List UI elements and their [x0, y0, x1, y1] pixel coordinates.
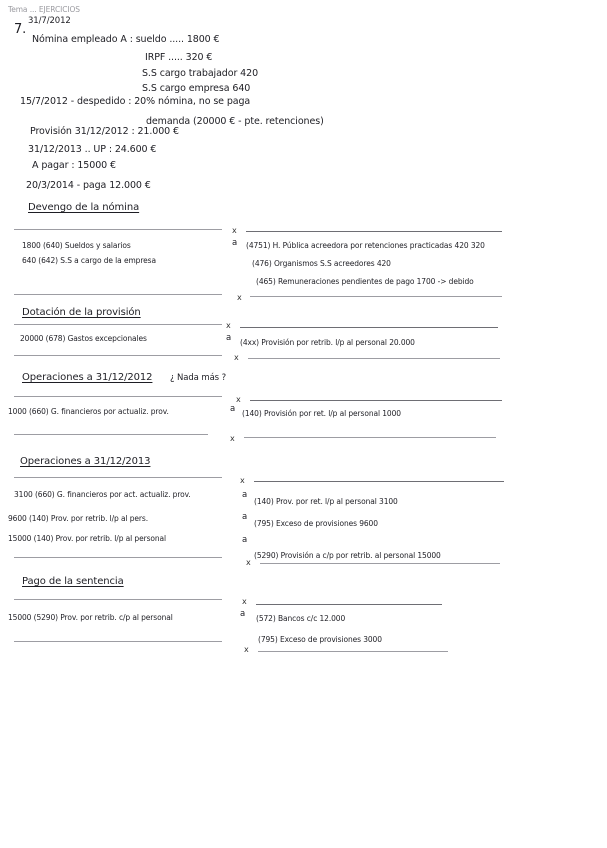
entry-separator: [14, 599, 222, 600]
entry-separator: [244, 437, 496, 438]
credit-marker: a: [240, 609, 246, 619]
section-title-ops-2012: Operaciones a 31/12/2012: [22, 372, 153, 383]
ss-worker-text: S.S cargo trabajador 420: [142, 68, 259, 79]
entry-separator: [240, 327, 498, 328]
ss-company-text: S.S cargo empresa 640: [142, 83, 251, 94]
section-title-payment: Pago de la sentencia: [22, 576, 124, 587]
credit-marker: a: [242, 490, 248, 500]
credit-line: (5290) Provisión a c/p por retrib. al personal 15000: [254, 551, 441, 560]
section-title-provision: Dotación de la provisión: [22, 307, 141, 318]
credit-marker: a: [230, 404, 236, 414]
credit-line: (140) Provisión por ret. l/p al personal 1000: [242, 409, 401, 418]
entry-separator: [14, 477, 222, 478]
credit-line: (4xx) Provisión por retrib. l/p al personal 20.000: [240, 338, 415, 347]
entry-separator: [258, 651, 448, 652]
debit-line: 1000 (660) G. financieros por actualiz. prov.: [8, 407, 169, 416]
entry-separator: [14, 324, 222, 325]
margin-note: ¿ Nada más ?: [170, 373, 227, 383]
entry-cross: x: [244, 645, 249, 654]
entry-separator: [14, 294, 222, 295]
credit-line: (476) Organismos S.S acreedores 420: [252, 259, 391, 268]
provision-text-1: Provisión 31/12/2012 : 21.000 €: [30, 126, 179, 137]
entry-separator: [14, 396, 222, 397]
section-title-ops-2013: Operaciones a 31/12/2013: [20, 456, 151, 467]
dismissal-text-1: 15/7/2012 - despedido : 20% nómina, no se paga: [20, 96, 251, 107]
debit-line: 640 (642) S.S a cargo de la empresa: [22, 256, 156, 265]
section-title-accrual: Devengo de la nómina: [28, 202, 140, 213]
credit-line: (465) Remuneraciones pendientes de pago 1700 -> debido: [256, 277, 474, 286]
debit-line: 15000 (5290) Prov. por retrib. c/p al personal: [8, 613, 173, 622]
entry-cross: x: [236, 395, 241, 404]
entry-separator: [250, 296, 502, 297]
date-text: 31/7/2012: [28, 16, 71, 26]
entry-separator: [14, 355, 222, 356]
credit-line: (795) Exceso de provisiones 9600: [254, 519, 378, 528]
credit-line: (572) Bancos c/c 12.000: [256, 614, 346, 623]
faint-header-text: Tema ... EJERCICIOS: [8, 5, 80, 14]
entry-cross: x: [232, 226, 237, 235]
credit-line: (140) Prov. por ret. l/p al personal 3100: [254, 497, 398, 506]
entry-separator: [14, 641, 222, 642]
entry-separator: [248, 358, 500, 359]
dismissal-text-2: demanda (20000 € - pte. retenciones): [146, 116, 324, 127]
payment-text: 20/3/2014 - paga 12.000 €: [26, 180, 151, 191]
provision-text-2: 31/12/2013 .. UP : 24.600 €: [28, 144, 157, 155]
entry-cross: x: [237, 293, 242, 302]
irpf-text: IRPF ..... 320 €: [145, 52, 213, 63]
entry-cross: x: [240, 476, 245, 485]
credit-marker: a: [242, 512, 248, 522]
debit-line: 20000 (678) Gastos excepcionales: [20, 334, 147, 343]
to-pay-text: A pagar : 15000 €: [32, 160, 116, 171]
credit-line: (4751) H. Pública acreedora por retenciones practicadas 420 320: [246, 241, 485, 250]
entry-cross: x: [230, 434, 235, 443]
debit-line: 1800 (640) Sueldos y salarios: [22, 241, 131, 250]
credit-line: (795) Exceso de provisiones 3000: [258, 635, 382, 644]
entry-separator: [14, 229, 222, 230]
entry-separator: [250, 400, 502, 401]
entry-separator: [14, 434, 208, 435]
credit-marker: a: [232, 238, 238, 248]
debit-line: 3100 (660) G. financieros por act. actualiz. prov.: [14, 490, 191, 499]
entry-cross: x: [246, 558, 251, 567]
credit-marker: a: [242, 535, 248, 545]
entry-cross: x: [234, 353, 239, 362]
entry-separator: [14, 557, 222, 558]
entry-cross: x: [226, 321, 231, 330]
entry-separator: [260, 563, 500, 564]
entry-separator: [246, 231, 502, 232]
debit-line: 15000 (140) Prov. por retrib. l/p al personal: [8, 534, 167, 543]
credit-marker: a: [226, 333, 232, 343]
entry-separator: [256, 604, 442, 605]
entry-cross: x: [242, 597, 247, 606]
entry-separator: [254, 481, 504, 482]
debit-line: 9600 (140) Prov. por retrib. l/p al pers.: [8, 514, 149, 523]
exercise-number: 7.: [14, 22, 27, 37]
intro-text: Nómina empleado A : sueldo ..... 1800 €: [32, 34, 220, 45]
